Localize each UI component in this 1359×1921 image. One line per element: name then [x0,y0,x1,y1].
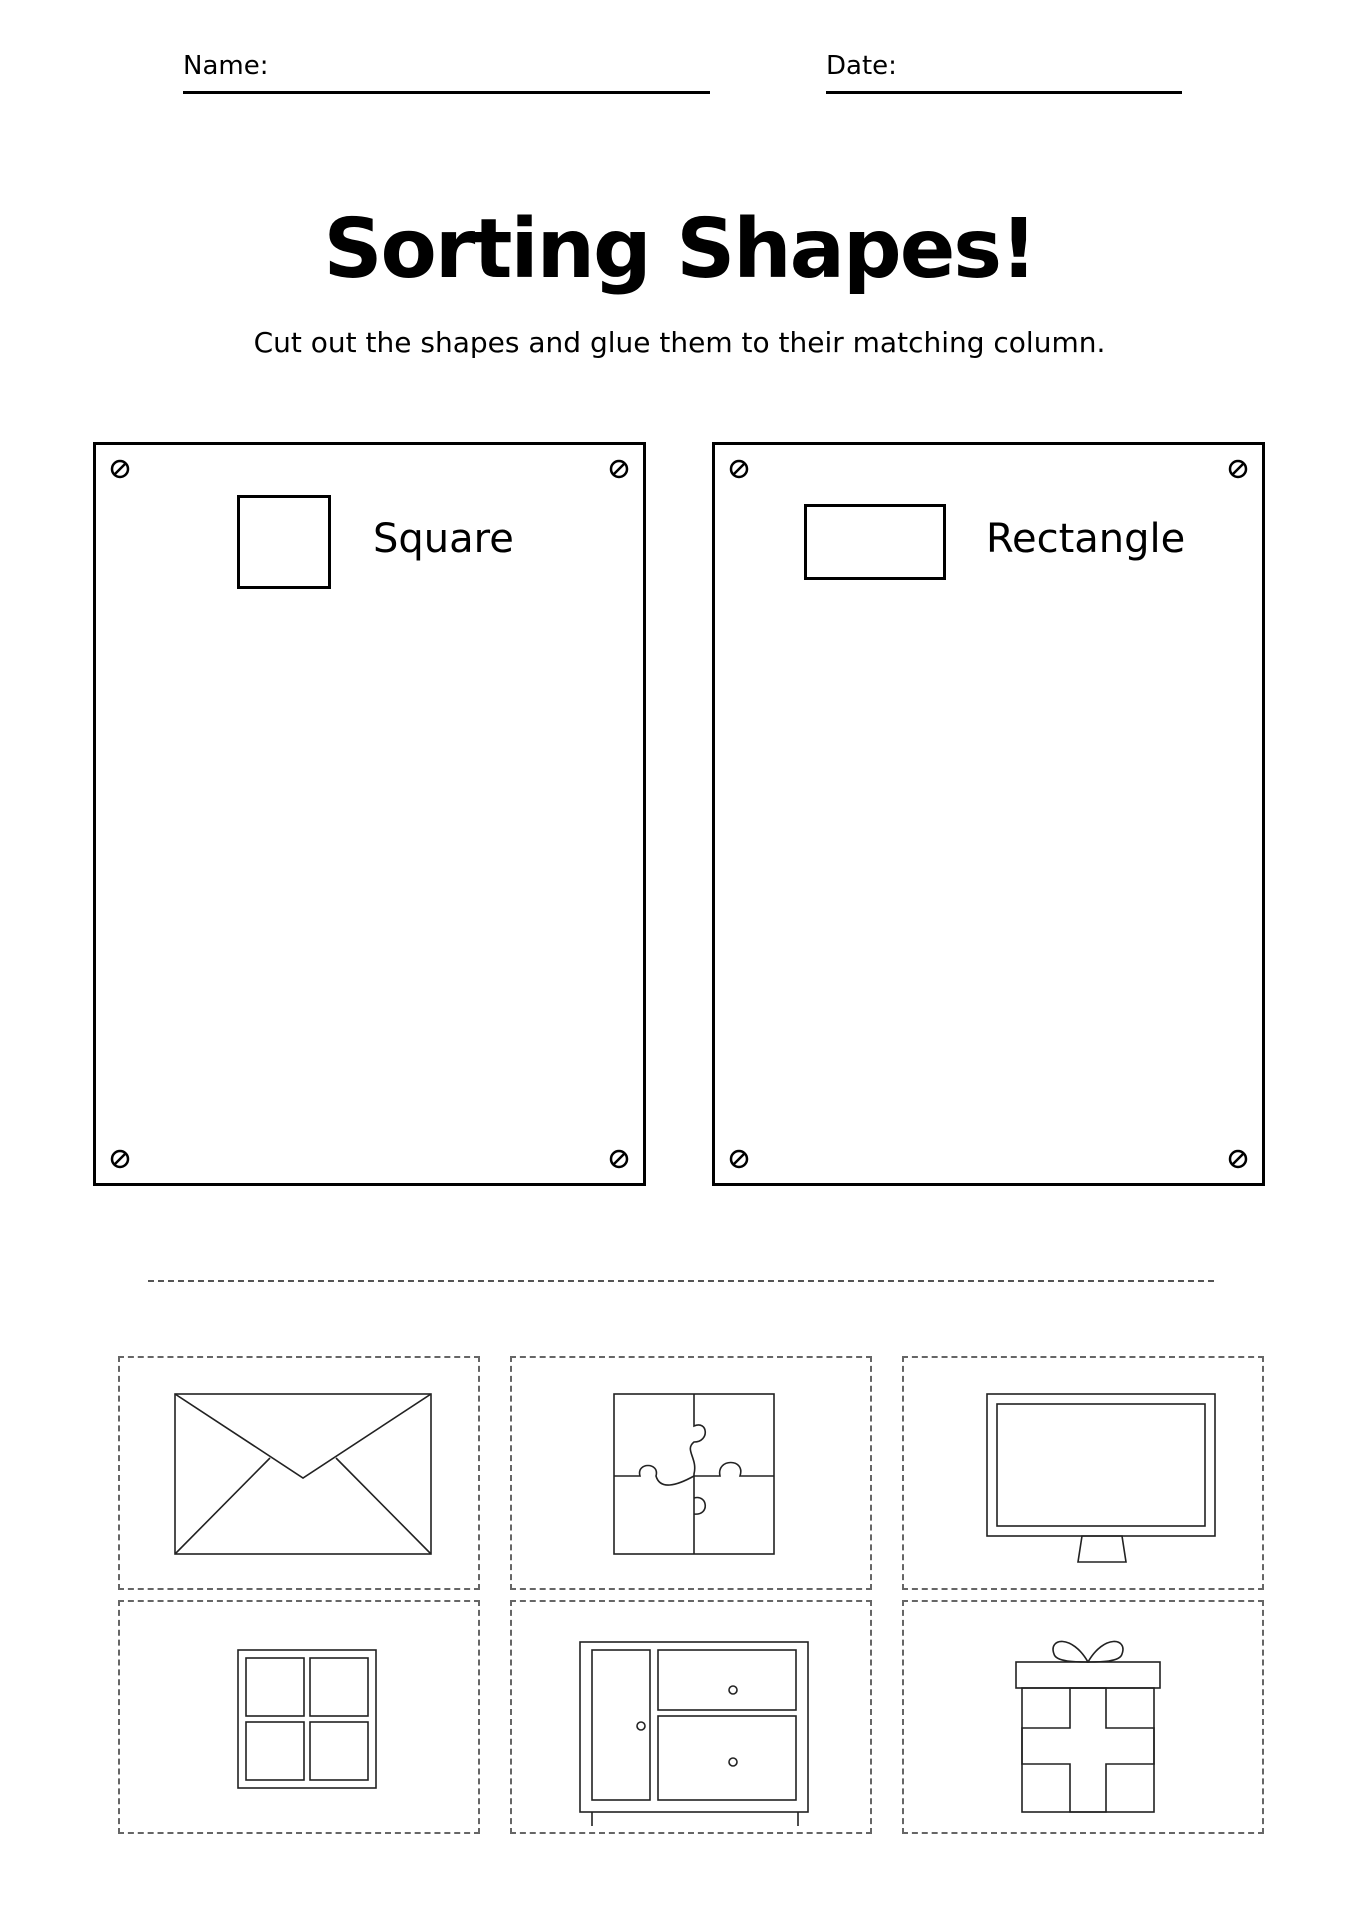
screw-icon [1228,459,1248,479]
envelope-icon [120,1358,482,1592]
name-line[interactable] [183,91,710,94]
screw-icon [110,459,130,479]
screw-icon [609,1149,629,1169]
cut-line [148,1280,1214,1282]
monitor-icon [904,1358,1266,1592]
date-line[interactable] [826,91,1182,94]
cutout-card-monitor[interactable] [902,1356,1264,1590]
gift-icon [904,1602,1266,1836]
screw-icon [609,459,629,479]
name-field[interactable] [183,50,710,94]
name-label: Name: [183,51,269,81]
window-icon [120,1602,482,1836]
cutout-card-envelope[interactable] [118,1356,480,1590]
screw-icon [1228,1149,1248,1169]
screw-icon [110,1149,130,1169]
rectangle-column [712,442,1265,1186]
instructions: Cut out the shapes and glue them to their matching column. [253,326,1106,359]
rectangle-label: Rectangle [986,516,1186,562]
cutout-card-puzzle[interactable] [510,1356,872,1590]
cutout-card-cabinet[interactable] [510,1600,872,1834]
puzzle-icon [512,1358,874,1592]
cabinet-icon [512,1602,874,1836]
square-icon [237,495,331,589]
rectangle-icon [804,504,946,580]
square-column [93,442,646,1186]
page-title: Sorting Shapes! [323,202,1036,297]
date-label: Date: [826,51,897,81]
square-label: Square [373,516,514,562]
screw-icon [729,459,749,479]
cutout-card-gift[interactable] [902,1600,1264,1834]
screw-icon [729,1149,749,1169]
cutout-card-window[interactable] [118,1600,480,1834]
date-field[interactable] [826,50,1182,94]
